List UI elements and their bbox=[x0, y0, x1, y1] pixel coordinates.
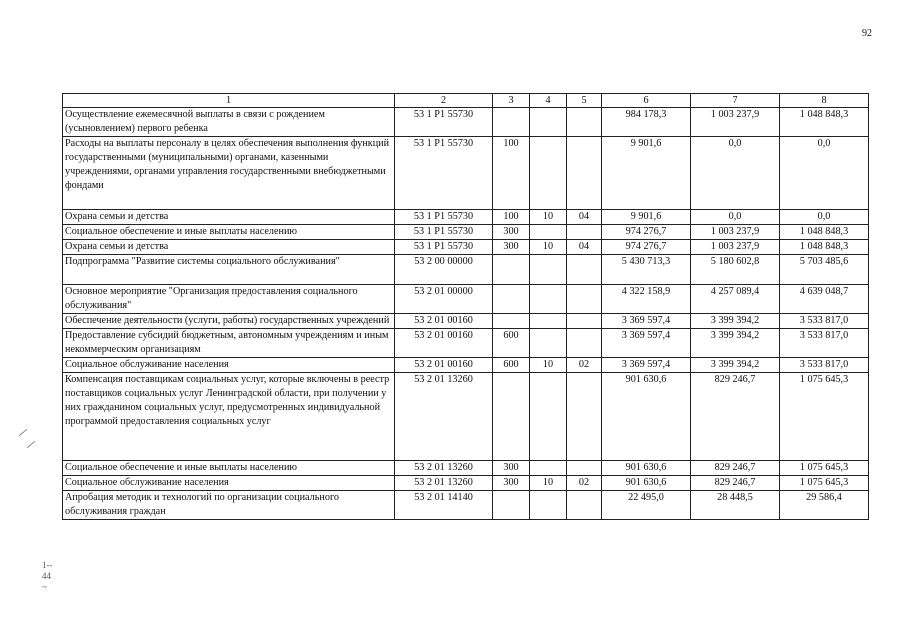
row-code: 53 1 P1 55730 bbox=[395, 108, 493, 137]
scan-artifact bbox=[27, 441, 35, 448]
row-subsection: 04 bbox=[567, 240, 602, 255]
row-amount-7: 1 003 237,9 bbox=[691, 225, 780, 240]
row-name: Охрана семьи и детства bbox=[63, 240, 395, 255]
row-subsection bbox=[567, 373, 602, 461]
row-amount-6: 984 178,3 bbox=[602, 108, 691, 137]
row-amount-7: 0,0 bbox=[691, 137, 780, 210]
table-row bbox=[63, 225, 869, 240]
row-amount-6: 4 322 158,9 bbox=[602, 285, 691, 314]
row-amount-6: 901 630,6 bbox=[602, 476, 691, 491]
table-row bbox=[63, 329, 869, 358]
margin-mark: ~ bbox=[42, 582, 47, 592]
row-amount-7: 0,0 bbox=[691, 210, 780, 225]
header-col-5: 5 bbox=[567, 94, 602, 108]
row-code: 53 2 01 00160 bbox=[395, 314, 493, 329]
row-code: 53 2 01 00160 bbox=[395, 329, 493, 358]
row-expense-type: 600 bbox=[493, 358, 530, 373]
row-expense-type bbox=[493, 285, 530, 314]
row-amount-7: 1 003 237,9 bbox=[691, 240, 780, 255]
row-amount-7: 28 448,5 bbox=[691, 491, 780, 520]
row-name: Расходы на выплаты персоналу в целях обеспечения выполнения функций государственными (муниципальными) органами, казенными учреждениями, органами управления государственными внебюджетными фондами bbox=[63, 137, 395, 210]
row-expense-type bbox=[493, 491, 530, 520]
table-row bbox=[63, 108, 869, 137]
row-code: 53 2 01 13260 bbox=[395, 461, 493, 476]
row-expense-type bbox=[493, 314, 530, 329]
row-section bbox=[530, 491, 567, 520]
row-section bbox=[530, 255, 567, 285]
row-subsection bbox=[567, 108, 602, 137]
row-code: 53 1 P1 55730 bbox=[395, 225, 493, 240]
row-amount-8: 3 533 817,0 bbox=[780, 358, 869, 373]
row-amount-8: 3 533 817,0 bbox=[780, 329, 869, 358]
header-col-1: 1 bbox=[63, 94, 395, 108]
header-col-3: 3 bbox=[493, 94, 530, 108]
row-amount-8: 5 703 485,6 bbox=[780, 255, 869, 285]
row-name: Социальное обеспечение и иные выплаты населению bbox=[63, 461, 395, 476]
row-code: 53 1 P1 55730 bbox=[395, 137, 493, 210]
row-expense-type: 300 bbox=[493, 476, 530, 491]
row-amount-6: 9 901,6 bbox=[602, 137, 691, 210]
table-row bbox=[63, 240, 869, 255]
row-expense-type bbox=[493, 108, 530, 137]
table-row bbox=[63, 210, 869, 225]
row-subsection bbox=[567, 285, 602, 314]
row-amount-6: 974 276,7 bbox=[602, 240, 691, 255]
row-section: 10 bbox=[530, 358, 567, 373]
row-amount-7: 1 003 237,9 bbox=[691, 108, 780, 137]
row-amount-6: 3 369 597,4 bbox=[602, 329, 691, 358]
row-code: 53 2 00 00000 bbox=[395, 255, 493, 285]
row-amount-8: 29 586,4 bbox=[780, 491, 869, 520]
row-amount-6: 22 495,0 bbox=[602, 491, 691, 520]
row-amount-6: 901 630,6 bbox=[602, 373, 691, 461]
margin-mark: 1-- bbox=[42, 560, 53, 570]
row-subsection bbox=[567, 255, 602, 285]
row-amount-7: 829 246,7 bbox=[691, 461, 780, 476]
row-section: 10 bbox=[530, 476, 567, 491]
table-row bbox=[63, 491, 869, 520]
row-code: 53 2 01 14140 bbox=[395, 491, 493, 520]
row-code: 53 2 01 13260 bbox=[395, 373, 493, 461]
page-number: 92 bbox=[862, 28, 872, 39]
row-subsection bbox=[567, 137, 602, 210]
row-amount-8: 0,0 bbox=[780, 137, 869, 210]
margin-marks bbox=[42, 560, 53, 593]
row-section bbox=[530, 285, 567, 314]
table-row bbox=[63, 255, 869, 285]
row-amount-7: 829 246,7 bbox=[691, 476, 780, 491]
row-name: Социальное обеспечение и иные выплаты населению bbox=[63, 225, 395, 240]
row-section: 10 bbox=[530, 210, 567, 225]
row-amount-8: 1 075 645,3 bbox=[780, 373, 869, 461]
row-section bbox=[530, 225, 567, 240]
row-amount-7: 3 399 394,2 bbox=[691, 358, 780, 373]
row-name: Предоставление субсидий бюджетным, автономным учреждениям и иным некоммерческим организациям bbox=[63, 329, 395, 358]
row-section bbox=[530, 373, 567, 461]
row-subsection bbox=[567, 314, 602, 329]
header-col-6: 6 bbox=[602, 94, 691, 108]
row-name: Охрана семьи и детства bbox=[63, 210, 395, 225]
table-row bbox=[63, 314, 869, 329]
header-col-2: 2 bbox=[395, 94, 493, 108]
row-amount-8: 3 533 817,0 bbox=[780, 314, 869, 329]
row-name: Компенсация поставщикам социальных услуг, которые включены в реестр поставщиков социальных услуг Ленинградской области, при получении у них гражданином социальных услуг, предусмотренных индивидуальной программой предоставления социальных услуг bbox=[63, 373, 395, 461]
row-amount-6: 901 630,6 bbox=[602, 461, 691, 476]
row-amount-7: 3 399 394,2 bbox=[691, 329, 780, 358]
row-amount-8: 1 048 848,3 bbox=[780, 225, 869, 240]
row-expense-type bbox=[493, 255, 530, 285]
row-section bbox=[530, 108, 567, 137]
row-name: Осуществление ежемесячной выплаты в связи с рождением (усыновлением) первого ребенка bbox=[63, 108, 395, 137]
table-row bbox=[63, 373, 869, 461]
budget-table bbox=[62, 93, 869, 520]
header-row bbox=[63, 94, 869, 108]
row-amount-7: 3 399 394,2 bbox=[691, 314, 780, 329]
row-amount-8: 1 048 848,3 bbox=[780, 108, 869, 137]
table-row bbox=[63, 285, 869, 314]
row-amount-8: 1 075 645,3 bbox=[780, 476, 869, 491]
row-subsection: 04 bbox=[567, 210, 602, 225]
table-row bbox=[63, 461, 869, 476]
row-code: 53 1 P1 55730 bbox=[395, 240, 493, 255]
row-expense-type: 300 bbox=[493, 225, 530, 240]
row-expense-type: 100 bbox=[493, 210, 530, 225]
header-col-4: 4 bbox=[530, 94, 567, 108]
row-code: 53 2 01 00160 bbox=[395, 358, 493, 373]
row-amount-8: 4 639 048,7 bbox=[780, 285, 869, 314]
row-amount-7: 5 180 602,8 bbox=[691, 255, 780, 285]
row-amount-8: 1 048 848,3 bbox=[780, 240, 869, 255]
row-subsection: 02 bbox=[567, 358, 602, 373]
row-amount-7: 829 246,7 bbox=[691, 373, 780, 461]
header-col-7: 7 bbox=[691, 94, 780, 108]
row-section bbox=[530, 329, 567, 358]
row-amount-6: 3 369 597,4 bbox=[602, 314, 691, 329]
row-amount-8: 1 075 645,3 bbox=[780, 461, 869, 476]
row-name: Социальное обслуживание населения bbox=[63, 476, 395, 491]
row-amount-6: 3 369 597,4 bbox=[602, 358, 691, 373]
row-section: 10 bbox=[530, 240, 567, 255]
row-expense-type: 300 bbox=[493, 240, 530, 255]
table-row bbox=[63, 476, 869, 491]
row-name: Основное мероприятие "Организация предоставления социального обслуживания" bbox=[63, 285, 395, 314]
row-amount-6: 5 430 713,3 bbox=[602, 255, 691, 285]
row-name: Социальное обслуживание населения bbox=[63, 358, 395, 373]
row-expense-type: 100 bbox=[493, 137, 530, 210]
row-name: Обеспечение деятельности (услуги, работы) государственных учреждений bbox=[63, 314, 395, 329]
row-name: Подпрограмма "Развитие системы социального обслуживания" bbox=[63, 255, 395, 285]
row-section bbox=[530, 137, 567, 210]
row-expense-type bbox=[493, 373, 530, 461]
row-section bbox=[530, 461, 567, 476]
row-amount-7: 4 257 089,4 bbox=[691, 285, 780, 314]
row-section bbox=[530, 314, 567, 329]
row-amount-6: 974 276,7 bbox=[602, 225, 691, 240]
row-amount-8: 0,0 bbox=[780, 210, 869, 225]
row-subsection bbox=[567, 461, 602, 476]
row-name: Апробация методик и технологий по организации социального обслуживания граждан bbox=[63, 491, 395, 520]
row-code: 53 1 P1 55730 bbox=[395, 210, 493, 225]
row-code: 53 2 01 00000 bbox=[395, 285, 493, 314]
row-subsection: 02 bbox=[567, 476, 602, 491]
table-row bbox=[63, 358, 869, 373]
row-expense-type: 300 bbox=[493, 461, 530, 476]
row-subsection bbox=[567, 329, 602, 358]
table-row bbox=[63, 137, 869, 210]
row-code: 53 2 01 13260 bbox=[395, 476, 493, 491]
row-subsection bbox=[567, 225, 602, 240]
budget-table-container bbox=[62, 93, 868, 520]
row-expense-type: 600 bbox=[493, 329, 530, 358]
margin-mark: 44 bbox=[42, 571, 51, 581]
row-amount-6: 9 901,6 bbox=[602, 210, 691, 225]
scan-artifact bbox=[19, 429, 27, 436]
row-subsection bbox=[567, 491, 602, 520]
header-col-8: 8 bbox=[780, 94, 869, 108]
